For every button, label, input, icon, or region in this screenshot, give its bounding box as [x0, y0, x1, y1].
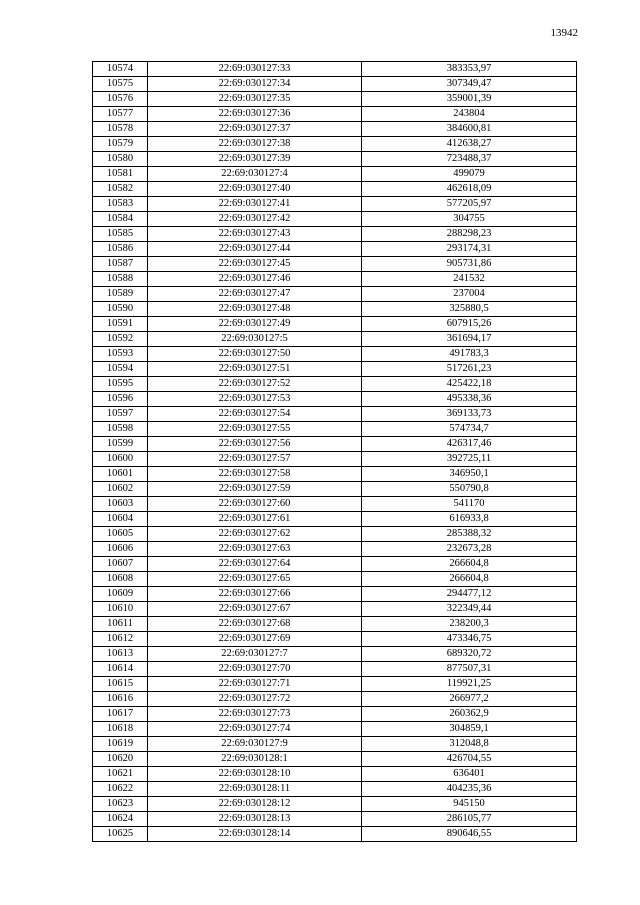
- cadastral-number-cell: 22:69:030127:62: [148, 527, 362, 542]
- row-number-cell: 10575: [93, 77, 148, 92]
- cadastral-number-cell: 22:69:030127:4: [148, 167, 362, 182]
- value-cell: 304755: [362, 212, 577, 227]
- row-number-cell: 10599: [93, 437, 148, 452]
- table-row: [93, 782, 577, 797]
- table-row: [93, 332, 577, 347]
- value-cell: 412638,27: [362, 137, 577, 152]
- cadastral-number-cell: 22:69:030127:65: [148, 572, 362, 587]
- row-number-cell: 10593: [93, 347, 148, 362]
- value-cell: 607915,26: [362, 317, 577, 332]
- value-cell: 574734,7: [362, 422, 577, 437]
- page-number: 13942: [550, 27, 578, 39]
- table-row: [93, 542, 577, 557]
- row-number-cell: 10580: [93, 152, 148, 167]
- value-cell: 288298,23: [362, 227, 577, 242]
- row-number-cell: 10622: [93, 782, 148, 797]
- row-number-cell: 10585: [93, 227, 148, 242]
- cadastral-number-cell: 22:69:030127:68: [148, 617, 362, 632]
- cadastral-number-cell: 22:69:030127:35: [148, 92, 362, 107]
- value-cell: 232673,28: [362, 542, 577, 557]
- value-cell: 359001,39: [362, 92, 577, 107]
- value-cell: 266604,8: [362, 557, 577, 572]
- row-number-cell: 10587: [93, 257, 148, 272]
- cadastral-number-cell: 22:69:030127:5: [148, 332, 362, 347]
- table-row: [93, 557, 577, 572]
- value-cell: 473346,75: [362, 632, 577, 647]
- table-row: [93, 302, 577, 317]
- value-cell: 293174,31: [362, 242, 577, 257]
- row-number-cell: 10625: [93, 827, 148, 842]
- row-number-cell: 10610: [93, 602, 148, 617]
- cadastral-number-cell: 22:69:030127:54: [148, 407, 362, 422]
- table-row: [93, 467, 577, 482]
- cadastral-number-cell: 22:69:030127:73: [148, 707, 362, 722]
- table-row: [93, 587, 577, 602]
- row-number-cell: 10589: [93, 287, 148, 302]
- data-table: [92, 61, 577, 842]
- cadastral-number-cell: 22:69:030127:60: [148, 497, 362, 512]
- row-number-cell: 10612: [93, 632, 148, 647]
- value-cell: 905731,86: [362, 257, 577, 272]
- table-row: [93, 242, 577, 257]
- table-row: [93, 137, 577, 152]
- row-number-cell: 10596: [93, 392, 148, 407]
- row-number-cell: 10607: [93, 557, 148, 572]
- value-cell: 241532: [362, 272, 577, 287]
- table-row: [93, 707, 577, 722]
- cadastral-number-cell: 22:69:030127:36: [148, 107, 362, 122]
- table-row: [93, 152, 577, 167]
- cadastral-number-cell: 22:69:030127:37: [148, 122, 362, 137]
- table-row: [93, 497, 577, 512]
- value-cell: 723488,37: [362, 152, 577, 167]
- value-cell: 404235,36: [362, 782, 577, 797]
- cadastral-number-cell: 22:69:030127:38: [148, 137, 362, 152]
- cadastral-number-cell: 22:69:030128:10: [148, 767, 362, 782]
- value-cell: 243804: [362, 107, 577, 122]
- value-cell: 495338,36: [362, 392, 577, 407]
- cadastral-number-cell: 22:69:030127:74: [148, 722, 362, 737]
- table-row: [93, 692, 577, 707]
- value-cell: 384600,81: [362, 122, 577, 137]
- row-number-cell: 10613: [93, 647, 148, 662]
- row-number-cell: 10601: [93, 467, 148, 482]
- row-number-cell: 10623: [93, 797, 148, 812]
- value-cell: 499079: [362, 167, 577, 182]
- cadastral-number-cell: 22:69:030127:43: [148, 227, 362, 242]
- cadastral-number-cell: 22:69:030127:56: [148, 437, 362, 452]
- value-cell: 577205,97: [362, 197, 577, 212]
- value-cell: 462618,09: [362, 182, 577, 197]
- cadastral-number-cell: 22:69:030127:66: [148, 587, 362, 602]
- value-cell: 312048,8: [362, 737, 577, 752]
- row-number-cell: 10606: [93, 542, 148, 557]
- cadastral-number-cell: 22:69:030127:70: [148, 662, 362, 677]
- table-row: [93, 572, 577, 587]
- table-row: [93, 92, 577, 107]
- table-row: [93, 797, 577, 812]
- row-number-cell: 10576: [93, 92, 148, 107]
- cadastral-number-cell: 22:69:030127:57: [148, 452, 362, 467]
- row-number-cell: 10591: [93, 317, 148, 332]
- value-cell: 322349,44: [362, 602, 577, 617]
- value-cell: 616933,8: [362, 512, 577, 527]
- table-row: [93, 617, 577, 632]
- row-number-cell: 10608: [93, 572, 148, 587]
- table-row: [93, 287, 577, 302]
- value-cell: 369133,73: [362, 407, 577, 422]
- row-number-cell: 10602: [93, 482, 148, 497]
- value-cell: 266604,8: [362, 572, 577, 587]
- row-number-cell: 10605: [93, 527, 148, 542]
- cadastral-number-cell: 22:69:030128:1: [148, 752, 362, 767]
- table-row: [93, 677, 577, 692]
- row-number-cell: 10574: [93, 62, 148, 77]
- row-number-cell: 10590: [93, 302, 148, 317]
- row-number-cell: 10586: [93, 242, 148, 257]
- table-row: [93, 212, 577, 227]
- value-cell: 260362,9: [362, 707, 577, 722]
- row-number-cell: 10618: [93, 722, 148, 737]
- row-number-cell: 10616: [93, 692, 148, 707]
- cadastral-number-cell: 22:69:030128:11: [148, 782, 362, 797]
- table-row: [93, 392, 577, 407]
- row-number-cell: 10578: [93, 122, 148, 137]
- table-row: [93, 122, 577, 137]
- value-cell: 517261,23: [362, 362, 577, 377]
- row-number-cell: 10617: [93, 707, 148, 722]
- row-number-cell: 10582: [93, 182, 148, 197]
- table-row: [93, 752, 577, 767]
- cadastral-number-cell: 22:69:030127:69: [148, 632, 362, 647]
- row-number-cell: 10579: [93, 137, 148, 152]
- table-row: [93, 377, 577, 392]
- cadastral-number-cell: 22:69:030127:34: [148, 77, 362, 92]
- value-cell: 325880,5: [362, 302, 577, 317]
- row-number-cell: 10584: [93, 212, 148, 227]
- row-number-cell: 10592: [93, 332, 148, 347]
- row-number-cell: 10598: [93, 422, 148, 437]
- table-row: [93, 827, 577, 842]
- value-cell: 383353,97: [362, 62, 577, 77]
- cadastral-number-cell: 22:69:030127:42: [148, 212, 362, 227]
- cadastral-number-cell: 22:69:030127:45: [148, 257, 362, 272]
- table-row: [93, 422, 577, 437]
- table-row: [93, 317, 577, 332]
- table-row: [93, 512, 577, 527]
- table-row: [93, 347, 577, 362]
- table-row: [93, 662, 577, 677]
- table-row: [93, 107, 577, 122]
- cadastral-number-cell: 22:69:030127:53: [148, 392, 362, 407]
- row-number-cell: 10588: [93, 272, 148, 287]
- value-cell: 119921,25: [362, 677, 577, 692]
- table-row: [93, 602, 577, 617]
- value-cell: 689320,72: [362, 647, 577, 662]
- value-cell: 541170: [362, 497, 577, 512]
- table-row: [93, 722, 577, 737]
- row-number-cell: 10604: [93, 512, 148, 527]
- row-number-cell: 10600: [93, 452, 148, 467]
- value-cell: 285388,32: [362, 527, 577, 542]
- value-cell: 426317,46: [362, 437, 577, 452]
- cadastral-number-cell: 22:69:030127:39: [148, 152, 362, 167]
- cadastral-number-cell: 22:69:030127:50: [148, 347, 362, 362]
- row-number-cell: 10603: [93, 497, 148, 512]
- row-number-cell: 10619: [93, 737, 148, 752]
- cadastral-number-cell: 22:69:030127:49: [148, 317, 362, 332]
- row-number-cell: 10577: [93, 107, 148, 122]
- value-cell: 237004: [362, 287, 577, 302]
- cadastral-number-cell: 22:69:030127:51: [148, 362, 362, 377]
- value-cell: 238200,3: [362, 617, 577, 632]
- cadastral-number-cell: 22:69:030127:44: [148, 242, 362, 257]
- value-cell: 361694,17: [362, 332, 577, 347]
- cadastral-number-cell: 22:69:030127:9: [148, 737, 362, 752]
- cadastral-number-cell: 22:69:030127:58: [148, 467, 362, 482]
- table-row: [93, 362, 577, 377]
- cadastral-number-cell: 22:69:030127:63: [148, 542, 362, 557]
- table-row: [93, 77, 577, 92]
- cadastral-number-cell: 22:69:030127:72: [148, 692, 362, 707]
- value-cell: 636401: [362, 767, 577, 782]
- cadastral-number-cell: 22:69:030127:71: [148, 677, 362, 692]
- value-cell: 491783,3: [362, 347, 577, 362]
- value-cell: 286105,77: [362, 812, 577, 827]
- table-body: [93, 62, 577, 842]
- cadastral-number-cell: 22:69:030127:59: [148, 482, 362, 497]
- table-row: [93, 167, 577, 182]
- table-row: [93, 737, 577, 752]
- table-row: [93, 407, 577, 422]
- cadastral-number-cell: 22:69:030127:52: [148, 377, 362, 392]
- cadastral-number-cell: 22:69:030127:40: [148, 182, 362, 197]
- table-row: [93, 647, 577, 662]
- table-row: [93, 227, 577, 242]
- table-row: [93, 767, 577, 782]
- cadastral-number-cell: 22:69:030127:41: [148, 197, 362, 212]
- value-cell: 425422,18: [362, 377, 577, 392]
- value-cell: 550790,8: [362, 482, 577, 497]
- table-row: [93, 632, 577, 647]
- cadastral-number-cell: 22:69:030127:33: [148, 62, 362, 77]
- table-row: [93, 182, 577, 197]
- row-number-cell: 10620: [93, 752, 148, 767]
- row-number-cell: 10595: [93, 377, 148, 392]
- value-cell: 304859,1: [362, 722, 577, 737]
- row-number-cell: 10614: [93, 662, 148, 677]
- row-number-cell: 10609: [93, 587, 148, 602]
- cadastral-number-cell: 22:69:030127:46: [148, 272, 362, 287]
- table-row: [93, 62, 577, 77]
- value-cell: 945150: [362, 797, 577, 812]
- value-cell: 346950,1: [362, 467, 577, 482]
- cadastral-number-cell: 22:69:030128:14: [148, 827, 362, 842]
- cadastral-number-cell: 22:69:030128:12: [148, 797, 362, 812]
- value-cell: 877507,31: [362, 662, 577, 677]
- table-row: [93, 197, 577, 212]
- value-cell: 307349,47: [362, 77, 577, 92]
- table-row: [93, 482, 577, 497]
- row-number-cell: 10581: [93, 167, 148, 182]
- value-cell: 426704,55: [362, 752, 577, 767]
- row-number-cell: 10597: [93, 407, 148, 422]
- value-cell: 392725,11: [362, 452, 577, 467]
- table-row: [93, 812, 577, 827]
- cadastral-number-cell: 22:69:030127:47: [148, 287, 362, 302]
- value-cell: 266977,2: [362, 692, 577, 707]
- table-row: [93, 527, 577, 542]
- cadastral-number-cell: 22:69:030127:55: [148, 422, 362, 437]
- table-row: [93, 257, 577, 272]
- row-number-cell: 10621: [93, 767, 148, 782]
- cadastral-number-cell: 22:69:030127:61: [148, 512, 362, 527]
- row-number-cell: 10611: [93, 617, 148, 632]
- table-row: [93, 272, 577, 287]
- cadastral-number-cell: 22:69:030128:13: [148, 812, 362, 827]
- cadastral-number-cell: 22:69:030127:64: [148, 557, 362, 572]
- cadastral-number-cell: 22:69:030127:7: [148, 647, 362, 662]
- table-row: [93, 452, 577, 467]
- row-number-cell: 10615: [93, 677, 148, 692]
- row-number-cell: 10624: [93, 812, 148, 827]
- cadastral-number-cell: 22:69:030127:48: [148, 302, 362, 317]
- row-number-cell: 10583: [93, 197, 148, 212]
- value-cell: 294477,12: [362, 587, 577, 602]
- table-row: [93, 437, 577, 452]
- cadastral-number-cell: 22:69:030127:67: [148, 602, 362, 617]
- row-number-cell: 10594: [93, 362, 148, 377]
- value-cell: 890646,55: [362, 827, 577, 842]
